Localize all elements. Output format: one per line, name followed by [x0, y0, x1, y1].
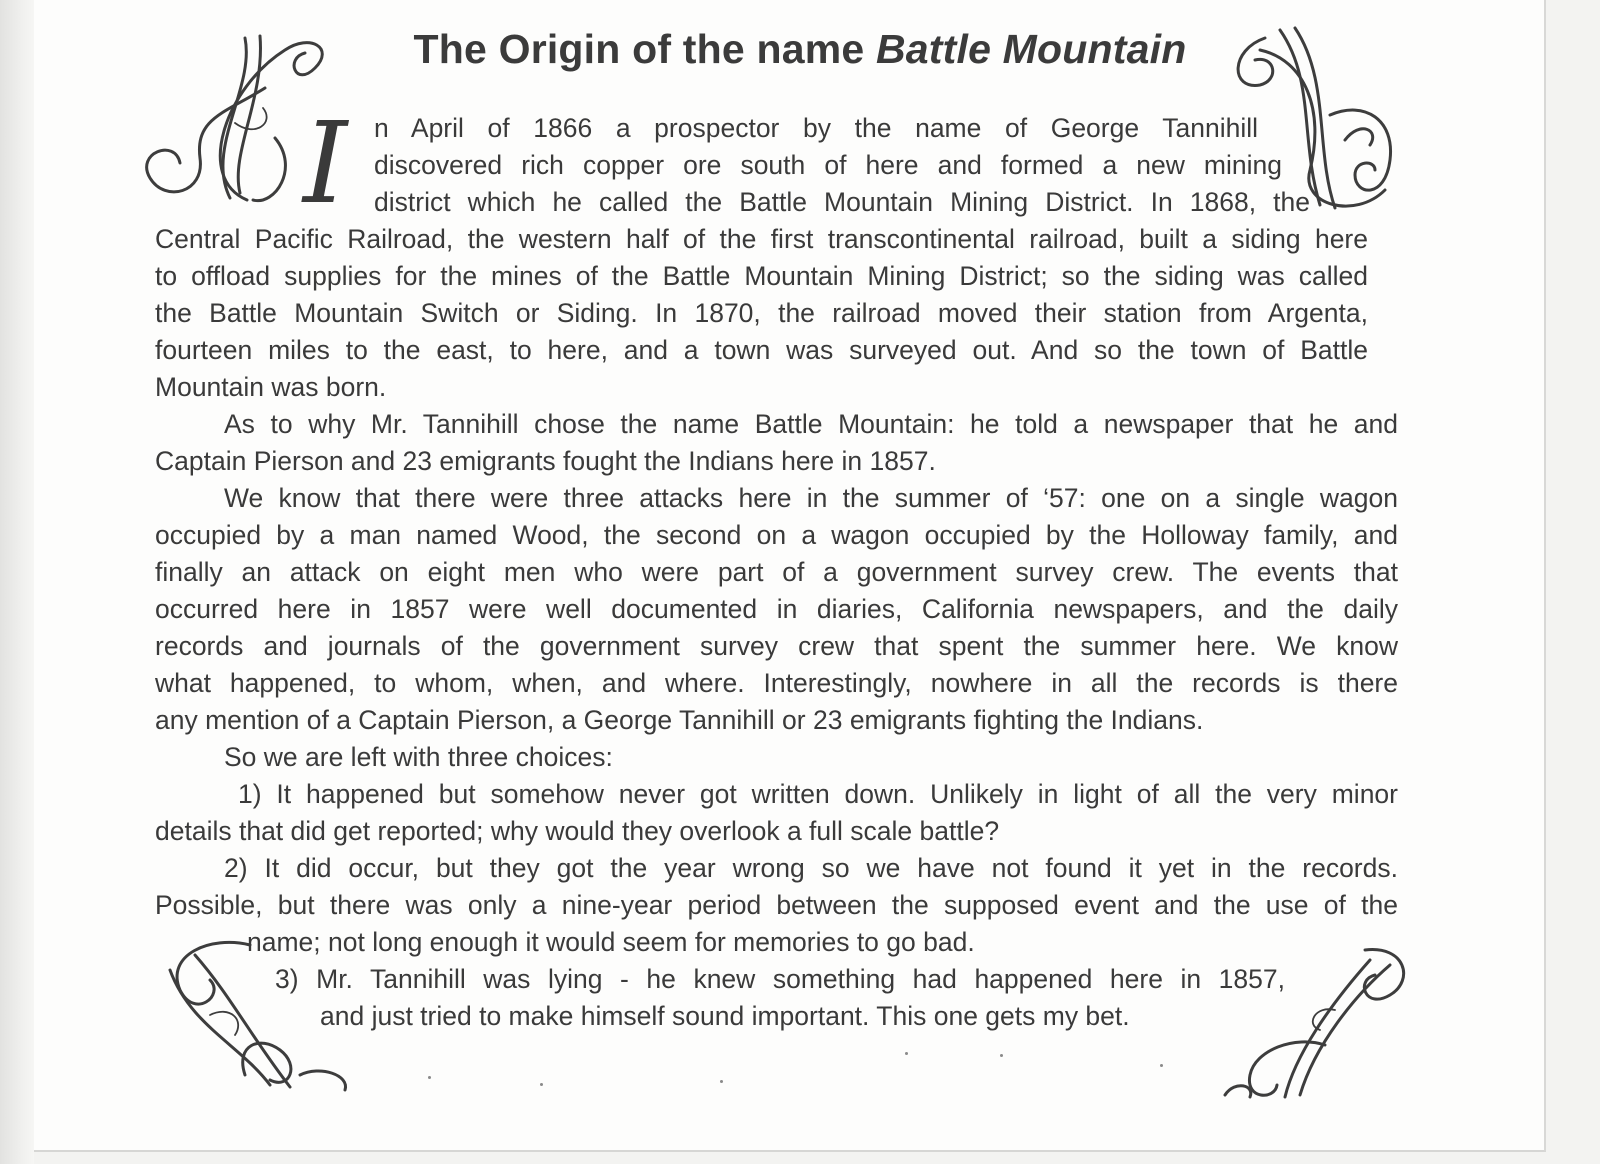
text-line: to offload supplies for the mines of the Battle Mountain Mining District; so the siding was called — [155, 261, 1368, 291]
text-line: the Battle Mountain Switch or Siding. In 1870, the railroad moved their station from Argenta, — [155, 298, 1368, 328]
text-line: any mention of a Captain Pierson, a George Tannihill or 23 emigrants fighting the Indians. — [155, 705, 1204, 735]
text-line: district which he called the Battle Mountain Mining District. In 1868, the — [374, 187, 1310, 217]
text-line: and just tried to make himself sound important. This one gets my bet. — [320, 1001, 1130, 1031]
text-line: occurred here in 1857 were well documented in diaries, California newspapers, and the daily — [155, 594, 1398, 624]
text-line: occupied by a man named Wood, the second on a wagon occupied by the Holloway family, and — [155, 520, 1398, 550]
text-line: details that did get reported; why would they overlook a full scale battle? — [155, 816, 1000, 846]
title-emphasis: Battle Mountain — [875, 26, 1187, 72]
text-line: name; not long enough it would seem for memories to go bad. — [247, 927, 975, 957]
text-line: 2) It did occur, but they got the year wrong so we have not found it yet in the records. — [224, 853, 1398, 883]
flourish-bottom-right-icon — [1215, 935, 1415, 1100]
text-line: Central Pacific Railroad, the western half of the first transcontinental railroad, built a siding here — [155, 224, 1368, 254]
text-line: records and journals of the government survey crew that spent the summer here. We know — [155, 631, 1398, 661]
scan-speck — [540, 1083, 543, 1086]
text-line: fourteen miles to the east, to here, and a town was surveyed out. And so the town of Battle — [155, 335, 1368, 365]
text-line: 1) It happened but somehow never got written down. Unlikely in light of all the very minor — [238, 779, 1398, 809]
scan-speck — [905, 1052, 908, 1055]
scan-speck — [1000, 1054, 1003, 1057]
scan-edge — [0, 0, 34, 1164]
scan-speck — [428, 1076, 431, 1079]
text-line: discovered rich copper ore south of here and formed a new mining — [374, 150, 1282, 180]
title-text: The Origin of the name — [413, 26, 876, 72]
scan-speck — [720, 1080, 723, 1083]
drop-cap: I — [303, 99, 348, 229]
text-line: We know that there were three attacks here in the summer of ‘57: one on a single wagon — [224, 483, 1398, 513]
text-line: finally an attack on eight men who were part of a government survey crew. The events that — [155, 557, 1398, 587]
text-line: Mountain was born. — [155, 372, 387, 402]
text-line: 3) Mr. Tannihill was lying - he knew something had happened here in 1857, — [275, 964, 1285, 994]
text-line: n April of 1866 a prospector by the name of George Tannihill — [374, 113, 1258, 143]
scan-speck — [1160, 1064, 1163, 1067]
text-line: Captain Pierson and 23 emigrants fought the Indians here in 1857. — [155, 446, 936, 476]
text-line: what happened, to whom, when, and where. Interestingly, nowhere in all the records is there — [155, 668, 1398, 698]
text-line: So we are left with three choices: — [224, 742, 613, 772]
text-line: Possible, but there was only a nine-year period between the supposed event and the use of the — [155, 890, 1398, 920]
text-line: As to why Mr. Tannihill chose the name Battle Mountain: he told a newspaper that he and — [224, 409, 1398, 439]
